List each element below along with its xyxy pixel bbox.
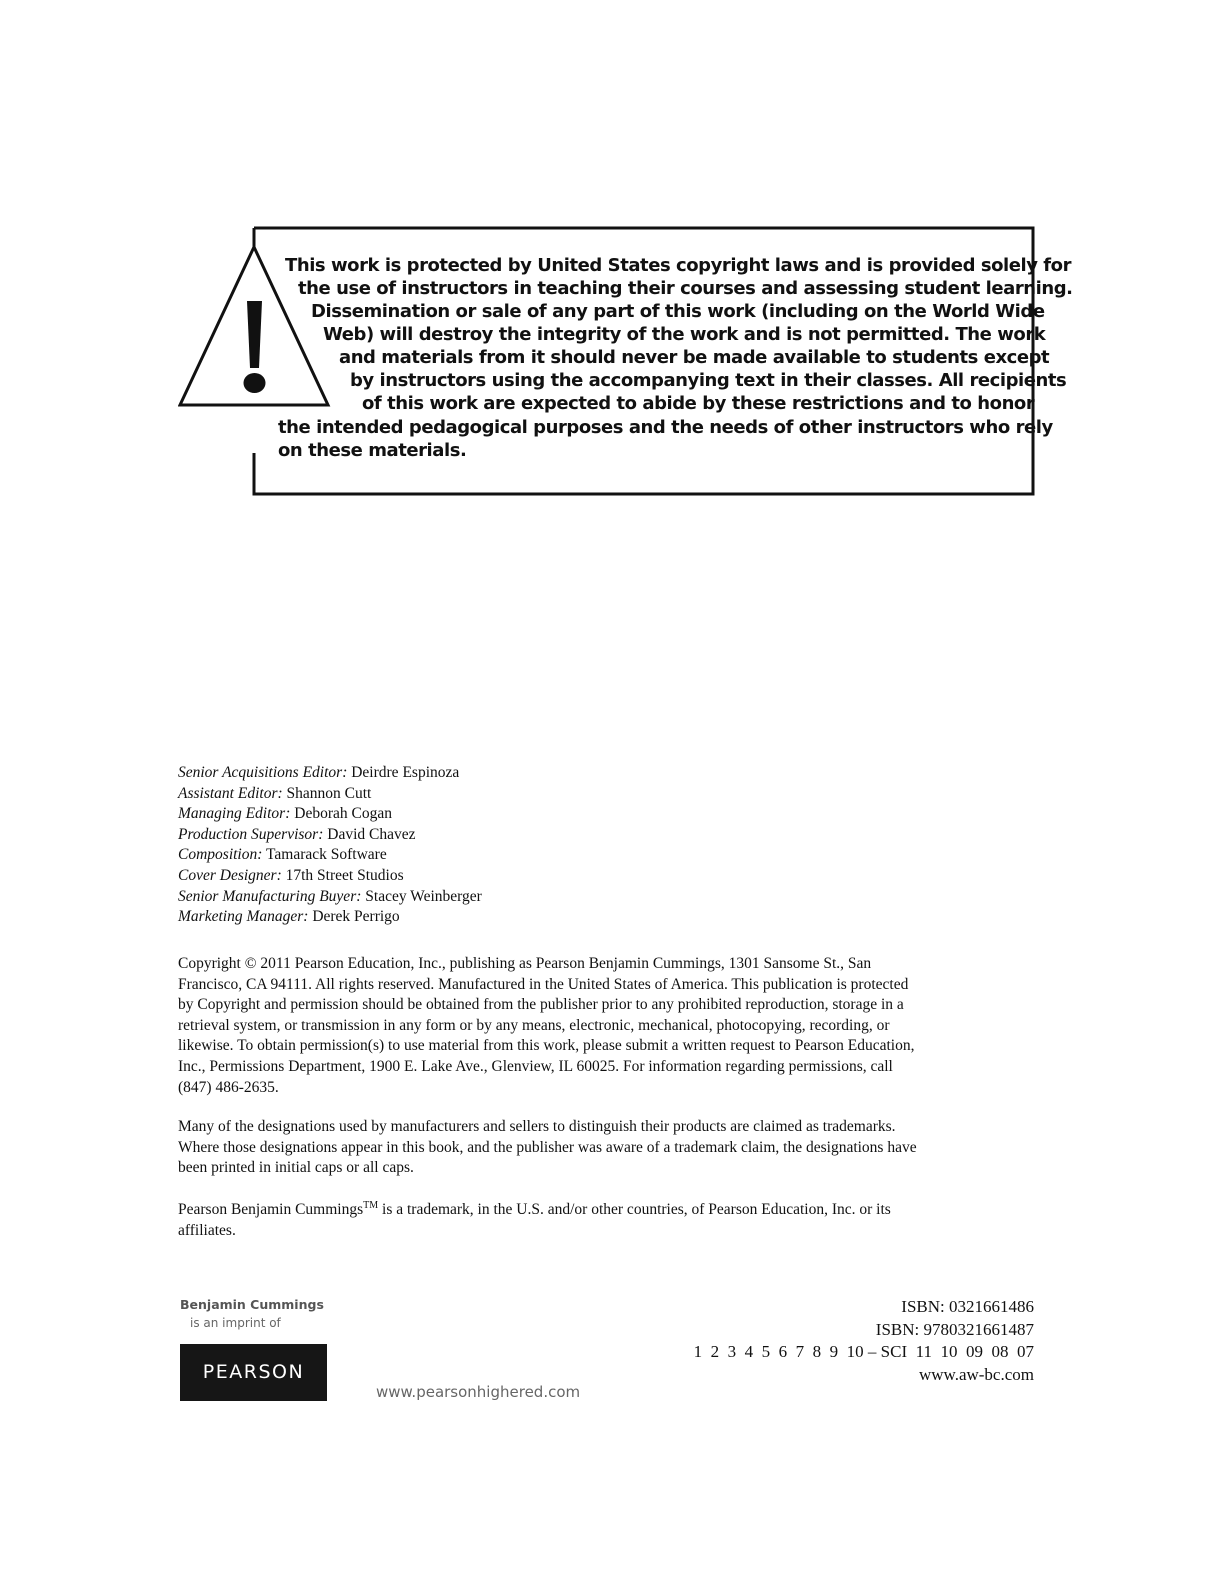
credit-name: Tamarack Software (266, 846, 387, 864)
copyright-paragraph (178, 954, 1038, 1098)
credit-line (178, 784, 1038, 805)
production-credits (178, 763, 1038, 928)
credit-name: Derek Perrigo (312, 908, 400, 926)
credit-role: Production Supervisor: (178, 825, 324, 843)
credit-role: Assistant Editor: (178, 784, 283, 802)
paragraph-line (178, 1200, 1038, 1221)
paragraph-line: retrieval system, or transmission in any form or by any means, electronic, mechanical, photocopying, recording, or (178, 1016, 890, 1034)
credit-name: Shannon Cutt (286, 784, 372, 802)
paragraph-line: Copyright © 2011 Pearson Education, Inc., publishing as Pearson Benjamin Cummings, 1301 Sansome St., San (178, 955, 872, 972)
credit-line (178, 907, 1038, 928)
notice-line: of this work are expected to abide by these restrictions and to honor (362, 393, 1035, 414)
notice-line: the use of instructors in teaching their courses and assessing student learning. (298, 278, 1073, 299)
notice-line: by instructors using the accompanying text in their classes. All recipients (350, 370, 1067, 391)
credit-name: 17th Street Studios (285, 866, 404, 884)
credit-name: Deirdre Espinoza (351, 764, 460, 781)
paragraph-line: Many of the designations used by manufacturers and sellers to distinguish their products are claimed as trademarks. (178, 1118, 896, 1135)
paragraph-line: by Copyright and permission should be obtained from the publisher prior to any prohibited reproduction, storage in a (178, 996, 904, 1014)
trademark-text: is a trademark, in the U.S. and/or other countries, of Pearson Education, Inc. or its (378, 1201, 891, 1218)
credit-name: Deborah Cogan (294, 805, 392, 823)
credit-role: Cover Designer: (178, 866, 282, 884)
pearson-logo: PEARSON (180, 1344, 327, 1401)
paragraph-line: Francisco, CA 94111. All rights reserved. Manufactured in the United States of America. This publication is protected (178, 975, 909, 993)
credit-role: Composition: (178, 846, 263, 864)
credit-name: Stacey Weinberger (365, 887, 482, 905)
paragraph-line: been printed in initial caps or all caps. (178, 1159, 414, 1177)
paragraph-line: affiliates. (178, 1221, 236, 1239)
credit-role: Marketing Manager: (178, 908, 309, 926)
credit-role: Managing Editor: (178, 805, 291, 823)
notice-line: the intended pedagogical purposes and the needs of other instructors who rely (278, 417, 1053, 438)
imprint-brand: Benjamin Cummings (180, 1297, 324, 1312)
paragraph-line: likewise. To obtain permission(s) to use material from this work, please submit a written request to Pearson Education, (178, 1037, 915, 1055)
credit-line (178, 825, 1038, 846)
printing-line: 1 2 3 4 5 6 7 8 9 10 – SCI 11 10 09 08 07 (693, 1342, 1034, 1362)
credit-line (178, 763, 1038, 784)
notice-line: and materials from it should never be made available to students except (339, 347, 1050, 368)
paragraph-line: Inc., Permissions Department, 1900 E. Lake Ave., Glenview, IL 60025. For information regarding permissions, call (178, 1057, 893, 1075)
credit-name: David Chavez (327, 825, 416, 843)
notice-line: Dissemination or sale of any part of this work (including on the World Wide (311, 301, 1045, 322)
credit-line (178, 804, 1038, 825)
notice-line: This work is protected by United States copyright laws and is provided solely for (285, 255, 1072, 276)
publisher-website-link[interactable]: www.pearsonhighered.com (376, 1383, 581, 1401)
isbn-10: ISBN: 0321661486 (901, 1297, 1034, 1316)
trademark-symbol: TM (363, 1200, 379, 1211)
paragraph-line: (847) 486-2635. (178, 1078, 279, 1096)
credit-line (178, 866, 1038, 887)
trademark-name: Pearson Benjamin Cummings (178, 1201, 364, 1218)
paragraph-line: Where those designations appear in this book, and the publisher was aware of a trademark claim, the designations have (178, 1138, 917, 1156)
book-website-link[interactable]: www.aw-bc.com (918, 1365, 1034, 1385)
isbn-13: ISBN: 9780321661487 (875, 1319, 1034, 1339)
credit-role: Senior Acquisitions Editor: (178, 764, 348, 781)
isbn-block (694, 1296, 1034, 1387)
credit-line (178, 845, 1038, 866)
credit-line (178, 887, 1038, 908)
pearson-trademark-paragraph (178, 1200, 1038, 1241)
notice-line: Web) will destroy the integrity of the work and is not permitted. The work (323, 324, 1046, 345)
imprint-subtitle: is an imprint of (190, 1316, 281, 1330)
notice-line: on these materials. (278, 440, 467, 461)
trademarks-paragraph (178, 1117, 1038, 1179)
copyright-warning-notice (178, 225, 1073, 497)
credit-role: Senior Manufacturing Buyer: (178, 887, 362, 905)
